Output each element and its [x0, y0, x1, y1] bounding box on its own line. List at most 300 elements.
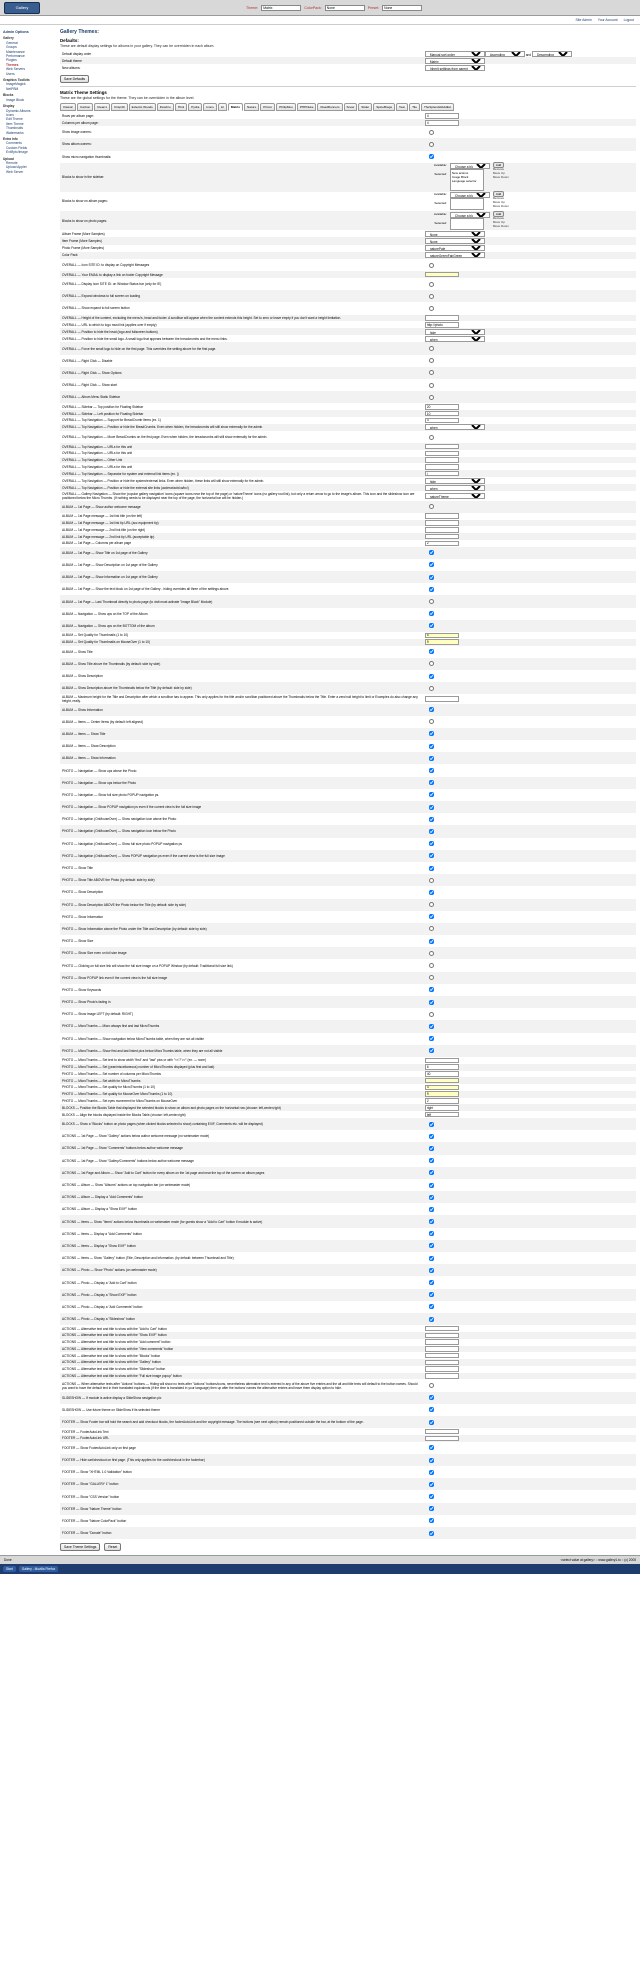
- setting-row: [60, 237, 636, 244]
- setting-checkbox[interactable]: [429, 1317, 434, 1322]
- setting-text-input[interactable]: [425, 696, 459, 702]
- setting-checkbox[interactable]: [429, 902, 434, 907]
- setting-label: OVERALL — Top Navigation — Separator for system and external link items (ex. |): [62, 471, 179, 476]
- setting-label: PHOTO — MicroThumbs — Show first and last linked pics below MicroThumbs table, when they are not all visible: [62, 1048, 223, 1053]
- setting-control: [423, 559, 636, 571]
- setting-text-input[interactable]: [425, 1366, 459, 1372]
- sidebar-item-themes[interactable]: Themes: [6, 62, 19, 67]
- setting-checkbox[interactable]: [429, 550, 434, 555]
- setting-checkbox[interactable]: [429, 649, 434, 654]
- tab-icons[interactable]: Icons: [203, 103, 216, 111]
- defaults-select[interactable]: [425, 65, 485, 71]
- setting-control: [423, 1416, 636, 1428]
- start-button[interactable]: Start: [3, 1566, 16, 1572]
- setting-text-input[interactable]: [425, 1098, 459, 1104]
- setting-checkbox[interactable]: [429, 878, 434, 883]
- setting-select[interactable]: [425, 238, 485, 244]
- setting-checkbox[interactable]: [429, 1122, 434, 1127]
- setting-checkbox[interactable]: [429, 1048, 434, 1053]
- sidebar-item-comments[interactable]: Comments: [6, 141, 22, 146]
- setting-checkbox[interactable]: [429, 963, 434, 968]
- setting-checkbox[interactable]: [429, 282, 434, 287]
- setting-checkbox[interactable]: [429, 926, 434, 931]
- tab-slider[interactable]: Slider: [358, 103, 372, 111]
- setting-label: OVERALL — Position to hide the head (logo and fullscreen buttons): [62, 329, 158, 334]
- setting-control: [423, 1084, 636, 1091]
- setting-checkbox[interactable]: [429, 1024, 434, 1029]
- setting-checkbox[interactable]: [429, 1445, 434, 1450]
- tab-html[interactable]: Html: [175, 103, 187, 111]
- setting-checkbox[interactable]: [429, 1036, 434, 1041]
- available-blocks-select[interactable]: [450, 212, 490, 218]
- setting-text-input[interactable]: [425, 1064, 459, 1070]
- sidebar-item-web-server[interactable]: Web Server: [6, 169, 24, 174]
- sidebar-item-custom-fields[interactable]: Custom Fields: [6, 145, 28, 150]
- setting-text-input[interactable]: [425, 520, 459, 526]
- available-blocks-select[interactable]: [450, 163, 490, 169]
- tab-eclectic-woods[interactable]: Eclectic Woods: [129, 103, 156, 111]
- tab-phpnuke[interactable]: PHPNuke: [297, 103, 317, 111]
- defaults-row-label: Default theme: [62, 58, 82, 63]
- setting-text-input[interactable]: [425, 541, 459, 547]
- taskbar-window-firefox[interactable]: Gallery - Mozilla Firefox: [19, 1566, 58, 1572]
- selected-blocks-list[interactable]: [450, 198, 484, 210]
- setting-row: [60, 850, 636, 862]
- setting-text-input[interactable]: [425, 1105, 459, 1111]
- setting-checkbox[interactable]: [429, 951, 434, 956]
- setting-text-input[interactable]: [425, 527, 459, 533]
- setting-text-input[interactable]: [425, 322, 459, 328]
- setting-text-input[interactable]: [425, 1429, 459, 1435]
- setting-control: [423, 658, 636, 670]
- setting-checkbox[interactable]: [429, 768, 434, 773]
- setting-label: Blocks to show on photo pages:: [62, 218, 108, 223]
- setting-checkbox[interactable]: [429, 1207, 434, 1212]
- setting-label: OVERALL — Top Navigation — URLs for this unit: [62, 451, 132, 456]
- block-action-move-down[interactable]: Move Down: [492, 204, 509, 209]
- setting-label: OVERALL — Album Menu Static Sidebar: [62, 395, 120, 400]
- sidebar-item-icons[interactable]: Icons: [6, 112, 14, 117]
- sidebar-item-upload-applet[interactable]: Upload Applet: [6, 165, 27, 170]
- setting-checkbox[interactable]: [429, 1395, 434, 1400]
- block-action-move-up[interactable]: Move Up: [492, 200, 505, 205]
- setting-checkbox[interactable]: [429, 674, 434, 679]
- setting-text-input[interactable]: [425, 1360, 459, 1366]
- setting-row: [60, 1373, 636, 1380]
- menu-your-account[interactable]: Your Account: [597, 18, 618, 22]
- defaults-select[interactable]: [425, 58, 485, 64]
- setting-checkbox[interactable]: [429, 1470, 434, 1475]
- setting-label: ALBUM — Set Quality for Thumbnails (1 to 10): [62, 633, 129, 638]
- tab-nature[interactable]: Nature: [244, 103, 259, 111]
- block-move-actions: [493, 196, 509, 208]
- setting-checkbox[interactable]: [429, 1268, 434, 1273]
- block-action-move-up[interactable]: Move Up: [492, 219, 505, 224]
- setting-label: ALBUM — Items — Show Title: [62, 731, 106, 736]
- setting-control: [423, 1118, 636, 1130]
- sidebar-item-image-block[interactable]: Image Block: [6, 97, 25, 102]
- sidebar-item-exif-iptc-image[interactable]: Exif/Iptc/Image: [6, 150, 28, 155]
- sidebar-item-item-theme[interactable]: Item Theme: [6, 121, 24, 126]
- setting-row: [60, 403, 636, 410]
- setting-checkbox[interactable]: [429, 817, 434, 822]
- setting-text-input[interactable]: [425, 513, 459, 519]
- setting-checkbox[interactable]: [429, 1243, 434, 1248]
- sidebar-item-users[interactable]: Users: [6, 71, 15, 76]
- setting-text-input[interactable]: [425, 534, 459, 540]
- add-block-button[interactable]: Add: [493, 211, 504, 217]
- setting-checkbox[interactable]: [429, 435, 434, 440]
- setting-checkbox[interactable]: [429, 987, 434, 992]
- setting-text-input[interactable]: [425, 1058, 459, 1064]
- setting-checkbox[interactable]: [429, 841, 434, 846]
- setting-text-input[interactable]: [425, 411, 459, 417]
- setting-control: [423, 899, 636, 911]
- setting-control: [423, 410, 636, 417]
- setting-control: [423, 245, 636, 252]
- add-block-button[interactable]: Add: [493, 162, 504, 168]
- selected-block-item[interactable]: Language selector: [451, 179, 477, 184]
- preset-field-input[interactable]: [382, 5, 422, 11]
- setting-checkbox[interactable]: [429, 1183, 434, 1188]
- sidebar-item-performance[interactable]: Performance: [6, 54, 25, 59]
- setting-row: [60, 1130, 636, 1142]
- setting-checkbox[interactable]: [429, 346, 434, 351]
- setting-text-input[interactable]: [425, 451, 459, 457]
- setting-checkbox[interactable]: [429, 1231, 434, 1236]
- setting-label: SLIDESHOW — If module is active display a SlideShow navigation pic: [62, 1395, 162, 1400]
- tab-philipmoo[interactable]: PhilipMoo: [276, 103, 296, 111]
- setting-checkbox[interactable]: [429, 1012, 434, 1017]
- setting-checkbox[interactable]: [429, 719, 434, 724]
- setting-checkbox[interactable]: [429, 504, 434, 509]
- setting-checkbox[interactable]: [429, 1531, 434, 1536]
- setting-text-input[interactable]: [425, 1091, 459, 1097]
- setting-text-input[interactable]: [425, 1353, 459, 1359]
- colorpack-field-input[interactable]: [325, 5, 365, 11]
- setting-control: [423, 1490, 636, 1502]
- tab-lil[interactable]: Lil: [218, 103, 227, 111]
- block-action-remove[interactable]: Remove: [492, 196, 505, 201]
- setting-checkbox[interactable]: [429, 756, 434, 761]
- setting-text-input[interactable]: [425, 1085, 459, 1091]
- setting-label: FOOTER — FooterAutoLink URL: [62, 1436, 110, 1441]
- setting-checkbox[interactable]: [429, 975, 434, 980]
- setting-text-input[interactable]: [425, 1112, 459, 1118]
- setting-label: ALBUM — 1st Page message — 2nd link title (on the right): [62, 527, 146, 532]
- defaults-row: [60, 64, 636, 71]
- setting-label: FOOTER — Show FooterAutoLink only on first page: [62, 1445, 136, 1450]
- setting-checkbox[interactable]: [429, 294, 434, 299]
- sidebar-item-thumbnails[interactable]: Thumbnails: [6, 126, 24, 131]
- setting-control: [423, 163, 636, 192]
- setting-checkbox[interactable]: [429, 1195, 434, 1200]
- selected-blocks-list[interactable]: [450, 218, 484, 230]
- setting-checkbox[interactable]: [429, 130, 434, 135]
- setting-label: OVERALL — Top Navigation — Position or hide the external site links (acderw/acb/ca/bc/): [62, 485, 189, 490]
- setting-text-input[interactable]: [425, 633, 459, 639]
- setting-row: [60, 595, 636, 607]
- setting-control: [423, 1111, 636, 1118]
- setting-checkbox[interactable]: [429, 744, 434, 749]
- setting-select[interactable]: [425, 478, 485, 484]
- setting-control: [423, 1359, 636, 1366]
- sidebar-item-dynamic-albums[interactable]: Dynamic Albums: [6, 108, 31, 113]
- setting-control: [423, 271, 636, 278]
- setting-row: [60, 1077, 636, 1084]
- setting-label: Item Frame (More Samples): [62, 239, 102, 244]
- setting-control: [423, 192, 636, 211]
- save-theme-settings-button[interactable]: Save Theme Settings: [60, 1543, 100, 1551]
- setting-label: OVERALL — Your EMAIL to display a link on footer Copyright Message: [62, 272, 163, 277]
- defaults-select[interactable]: [425, 51, 485, 57]
- reset-button[interactable]: Reset: [104, 1543, 121, 1551]
- setting-text-input[interactable]: [425, 1326, 459, 1332]
- setting-checkbox[interactable]: [429, 358, 434, 363]
- setting-checkbox[interactable]: [429, 1256, 434, 1261]
- setting-checkbox[interactable]: [429, 707, 434, 712]
- sidebar-item-maintenance[interactable]: Maintenance: [6, 49, 25, 54]
- page-title: Gallery Themes:: [60, 29, 99, 35]
- tab-clean1[interactable]: Clean1: [94, 103, 110, 111]
- setting-control: [423, 1104, 636, 1111]
- selected-block-item[interactable]: New actions: [451, 171, 469, 176]
- setting-checkbox[interactable]: [429, 939, 434, 944]
- setting-label: PHOTO — Navigation (OnMouseOver) — Show POPUP navigation ps even if the current view is the full size image: [62, 853, 225, 858]
- tab-tear[interactable]: Tear: [396, 103, 408, 111]
- setting-label: ALBUM — Items — Show Information: [62, 756, 116, 761]
- setting-select[interactable]: [425, 231, 485, 237]
- setting-select[interactable]: [425, 493, 485, 499]
- block-action-remove[interactable]: Remove: [492, 215, 505, 220]
- setting-control: [423, 1020, 636, 1032]
- setting-checkbox[interactable]: [429, 890, 434, 895]
- setting-label: PHOTO — Navigation (OnMouseOver) — Show navigation icon above the Photo: [62, 817, 177, 822]
- setting-checkbox[interactable]: [429, 1518, 434, 1523]
- block-action-move-up[interactable]: Move Up: [492, 171, 505, 176]
- setting-control: [423, 959, 636, 971]
- theme-field-input[interactable]: [261, 5, 301, 11]
- block-action-move-down[interactable]: Move Down: [492, 223, 509, 228]
- setting-row: [60, 838, 636, 850]
- setting-label: ALBUM — Items — Show Description: [62, 744, 116, 749]
- setting-row: [60, 935, 636, 947]
- setting-checkbox[interactable]: [429, 1134, 434, 1139]
- setting-label: OVERALL — Top Navigation — Move BreadCrumbs on the first page. Even when hidden, the breadcrumbs will still show externally for the admin.: [62, 435, 268, 440]
- setting-label: FOOTER — Show "Nature Theme" button: [62, 1506, 122, 1511]
- selected-block-item[interactable]: Image Block: [451, 175, 469, 180]
- setting-label: OVERALL — Expand windows to full screen on loading: [62, 294, 141, 299]
- setting-checkbox[interactable]: [429, 562, 434, 567]
- setting-checkbox[interactable]: [429, 1383, 434, 1388]
- sidebar-item-watermarks[interactable]: Watermarks: [6, 130, 24, 135]
- defaults-extra-select[interactable]: [532, 51, 572, 57]
- save-defaults-button[interactable]: Save Defaults: [60, 75, 89, 83]
- setting-label: ALBUM — Navigation — Show ups on the BOTTOM of the album: [62, 623, 155, 628]
- tab-roadrunners[interactable]: RoadRunners: [317, 103, 342, 111]
- setting-checkbox[interactable]: [429, 1292, 434, 1297]
- setting-checkbox[interactable]: [429, 829, 434, 834]
- setting-checkbox[interactable]: [429, 1304, 434, 1309]
- setting-checkbox[interactable]: [429, 1420, 434, 1425]
- setting-text-input[interactable]: [425, 464, 459, 470]
- setting-checkbox[interactable]: [429, 142, 434, 147]
- setting-control: [423, 1515, 636, 1527]
- setting-label: OVERALL — Right Click — Show start: [62, 383, 117, 388]
- setting-text-input[interactable]: [425, 1339, 459, 1345]
- setting-select[interactable]: [425, 485, 485, 491]
- setting-control: [423, 1252, 636, 1264]
- setting-text-input[interactable]: [425, 457, 459, 463]
- selected-blocks-list[interactable]: [450, 169, 484, 191]
- setting-checkbox[interactable]: [429, 1000, 434, 1005]
- block-picker-actions: [493, 163, 509, 179]
- setting-row: [60, 321, 636, 328]
- available-blocks-select[interactable]: [450, 192, 490, 198]
- setting-label: OVERALL — Right Click — Disable: [62, 358, 113, 363]
- setting-text-input[interactable]: [425, 113, 459, 119]
- setting-checkbox[interactable]: [429, 1280, 434, 1285]
- setting-checkbox[interactable]: [429, 599, 434, 604]
- sidebar-item-imagemagick[interactable]: ImageMagick: [6, 82, 26, 87]
- setting-row: [60, 1064, 636, 1071]
- tab-matrix[interactable]: Matrix: [228, 103, 243, 111]
- sidebar-item-plugins[interactable]: Plugins: [6, 58, 17, 63]
- setting-row: [60, 1091, 636, 1098]
- setting-row: [60, 886, 636, 898]
- sidebar-item-general[interactable]: General: [6, 40, 18, 45]
- setting-select[interactable]: [425, 252, 485, 258]
- setting-checkbox[interactable]: [429, 1458, 434, 1463]
- setting-control: [423, 443, 636, 450]
- setting-text-input[interactable]: [425, 1071, 459, 1077]
- setting-checkbox[interactable]: [429, 731, 434, 736]
- setting-checkbox[interactable]: [429, 866, 434, 871]
- setting-checkbox[interactable]: [429, 661, 434, 666]
- setting-checkbox[interactable]: [429, 575, 434, 580]
- setting-checkbox[interactable]: [429, 383, 434, 388]
- setting-checkbox[interactable]: [429, 805, 434, 810]
- setting-text-input[interactable]: [425, 418, 459, 424]
- setting-row: [60, 996, 636, 1008]
- setting-checkbox[interactable]: [429, 1407, 434, 1412]
- setting-checkbox[interactable]: [429, 1482, 434, 1487]
- setting-checkbox[interactable]: [429, 395, 434, 400]
- setting-label: ALBUM — Show Title: [62, 649, 93, 654]
- setting-checkbox[interactable]: [429, 1158, 434, 1163]
- setting-text-input[interactable]: [425, 120, 459, 126]
- sidebar-item-groups[interactable]: Groups: [6, 45, 17, 50]
- setting-control: [423, 450, 636, 457]
- setting-checkbox[interactable]: [429, 686, 434, 691]
- setting-checkbox[interactable]: [429, 853, 434, 858]
- tab-snow[interactable]: Snow: [344, 103, 358, 111]
- setting-checkbox[interactable]: [429, 1506, 434, 1511]
- block-action-remove[interactable]: Remove: [492, 167, 505, 172]
- setting-label: ACTIONS — Album — Show "Albums" actions on top navigation bar (on webmaster mode): [62, 1183, 191, 1187]
- setting-text-input[interactable]: [425, 272, 459, 278]
- menu-site-admin[interactable]: Site Admin: [575, 18, 592, 22]
- setting-control: [423, 1346, 636, 1353]
- setting-text-input[interactable]: [425, 315, 459, 321]
- tab-crisp40[interactable]: Crisp40: [111, 103, 128, 111]
- setting-checkbox[interactable]: [429, 306, 434, 311]
- add-block-button[interactable]: Add: [493, 191, 504, 197]
- setting-text-input[interactable]: [425, 1078, 459, 1084]
- setting-checkbox[interactable]: [429, 154, 434, 159]
- setting-text-input[interactable]: [425, 404, 459, 410]
- setting-checkbox[interactable]: [429, 623, 434, 628]
- setting-checkbox[interactable]: [429, 780, 434, 785]
- setting-checkbox[interactable]: [429, 587, 434, 592]
- setting-row: [60, 1527, 636, 1539]
- sidebar-item-web-servers[interactable]: Web Servers: [6, 67, 25, 72]
- setting-label: ACTIONS — Photo — Display a "Slideshow" button: [62, 1317, 135, 1322]
- setting-checkbox[interactable]: [429, 914, 434, 919]
- sidebar-item-edit-theme[interactable]: Edit Theme: [6, 117, 23, 122]
- block-action-move-down[interactable]: Move Down: [492, 175, 509, 180]
- setting-text-input[interactable]: [425, 639, 459, 645]
- setting-control: [423, 1130, 636, 1142]
- sidebar-item-netpbm[interactable]: NetPBM: [6, 86, 19, 91]
- menu-logout[interactable]: Logout: [623, 18, 634, 22]
- gallery-logo: Gallery: [4, 2, 40, 14]
- setting-checkbox[interactable]: [429, 1146, 434, 1151]
- setting-text-input[interactable]: [425, 471, 459, 477]
- setting-text-input[interactable]: [425, 1333, 459, 1339]
- tab-hydra[interactable]: Hydra: [188, 103, 202, 111]
- setting-row: [60, 777, 636, 789]
- tab-tile[interactable]: Tile: [409, 103, 420, 111]
- setting-checkbox[interactable]: [429, 1170, 434, 1175]
- defaults-extra-select[interactable]: [485, 51, 525, 57]
- setting-select[interactable]: [425, 336, 485, 342]
- setting-select[interactable]: [425, 329, 485, 335]
- setting-control: [423, 850, 636, 862]
- setting-label: FOOTER — Show Footer bar will hold the search and add checkout blocks, the footerAutoLink and the copyright message. The buttons (see next option) remain positioned outside the bar, at the bottom of the page.: [62, 1420, 364, 1425]
- setting-row: [60, 151, 636, 163]
- tab-thesplendidadded[interactable]: TheSplendidAddEd: [421, 103, 454, 111]
- setting-label: ALBUM — Maximum height for the Title and Description after which a scrollbar has to appear. This only applies for the title and/or scrollbar positioned above the Thumbnails below the Title. Enter a zero/null height to limit or Examples do also change any height, really.: [62, 694, 418, 703]
- setting-select[interactable]: [425, 424, 485, 430]
- setting-control: [423, 1478, 636, 1490]
- tab-flowbro[interactable]: Flowbro: [157, 103, 174, 111]
- sidebar-item-remote[interactable]: Remote: [6, 160, 18, 165]
- setting-checkbox[interactable]: [429, 370, 434, 375]
- setting-row: [60, 367, 636, 379]
- setting-text-input[interactable]: [425, 1436, 459, 1442]
- setting-checkbox[interactable]: [429, 1219, 434, 1224]
- setting-control: [423, 540, 636, 547]
- setting-text-input[interactable]: [425, 444, 459, 450]
- tab-spicebrags[interactable]: SpiceBrags: [373, 103, 395, 111]
- setting-text-input[interactable]: [425, 1373, 459, 1379]
- setting-checkbox[interactable]: [429, 263, 434, 268]
- setting-checkbox[interactable]: [429, 611, 434, 616]
- tab-classic[interactable]: Classic: [60, 103, 76, 111]
- setting-checkbox[interactable]: [429, 792, 434, 797]
- defaults-row-control: [423, 50, 636, 57]
- setting-control: [423, 1215, 636, 1227]
- tab-pirtcor[interactable]: Pirtcor: [260, 103, 275, 111]
- setting-text-input[interactable]: [425, 1346, 459, 1352]
- tab-carbon[interactable]: Carbon: [77, 103, 93, 111]
- setting-select[interactable]: [425, 245, 485, 251]
- setting-label: Show image owners:: [62, 130, 92, 135]
- setting-control: [423, 391, 636, 403]
- setting-label: FOOTER — FooterAutoLink Text: [62, 1429, 109, 1434]
- setting-checkbox[interactable]: [429, 1494, 434, 1499]
